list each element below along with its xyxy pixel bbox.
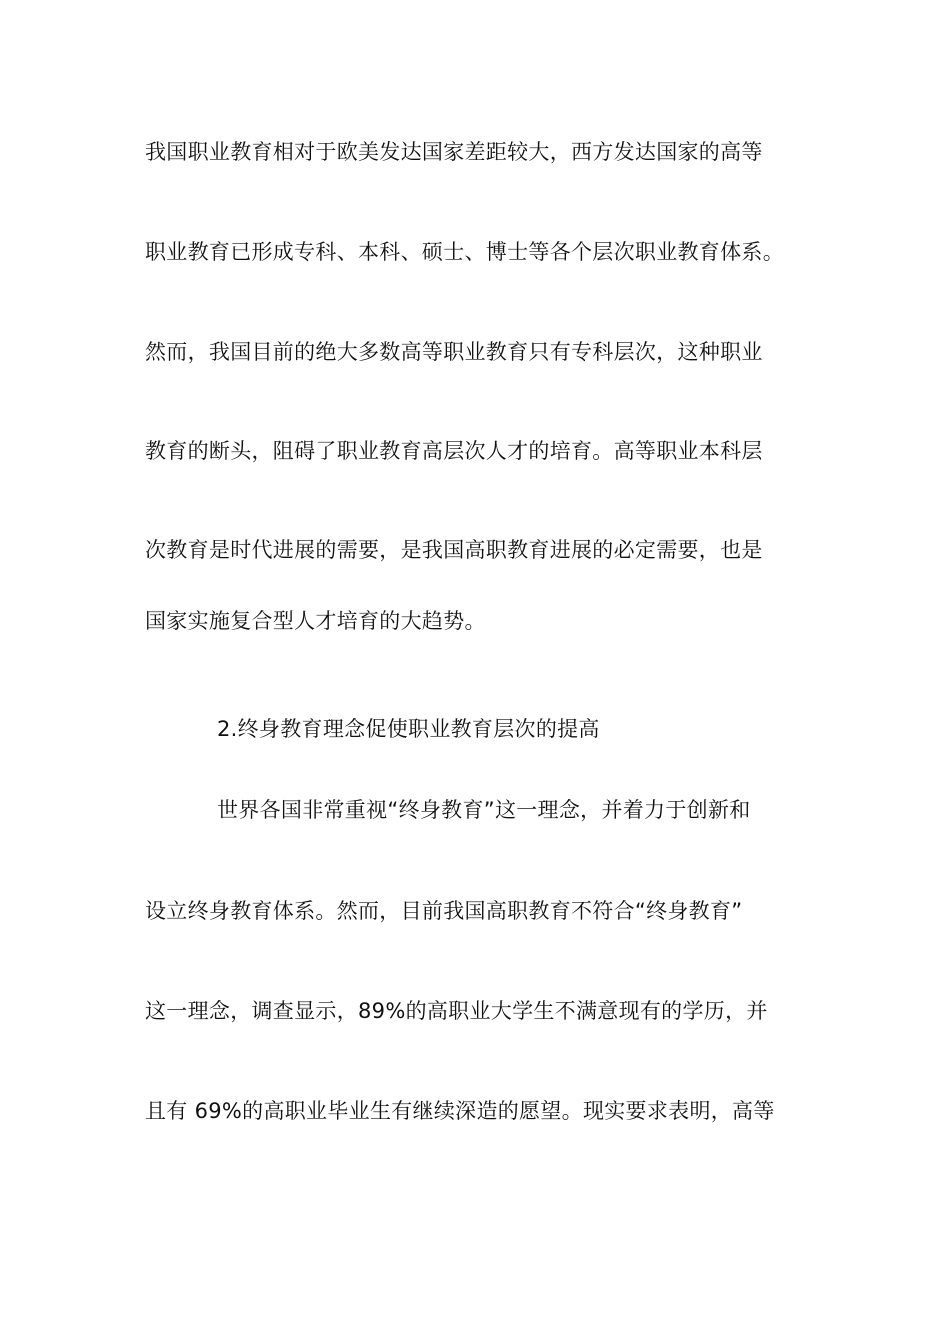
paragraph-line: 世界各国非常重视“终身教育”这一理念，并着力于创新和	[217, 798, 751, 822]
paragraph-line: 职业教育已形成专科、本科、硕士、博士等各个层次职业教育体系。	[145, 240, 784, 264]
paragraph-line: 设立终身教育体系。然而，目前我国高职教育不符合“终身教育”	[145, 899, 743, 923]
paragraph-line: 且有 69%的高职业毕业生有继续深造的愿望。现实要求表明，高等	[145, 1099, 775, 1123]
paragraph-line: 教育的断头，阻碍了职业教育高层次人才的培育。高等职业本科层	[145, 439, 763, 463]
paragraph-line: 然而，我国目前的绝大多数高等职业教育只有专科层次，这种职业	[145, 340, 763, 364]
paragraph-line: 我国职业教育相对于欧美发达国家差距较大，西方发达国家的高等	[145, 140, 763, 164]
paragraph-line: 国家实施复合型人才培育的大趋势。	[145, 609, 486, 633]
section-heading: 2.终身教育理念促使职业教育层次的提高	[217, 717, 600, 741]
paragraph-line: 次教育是时代进展的需要，是我国高职教育进展的必定需要，也是	[145, 538, 763, 562]
paragraph-line: 这一理念，调查显示，89%的高职业大学生不满意现有的学历，并	[145, 999, 768, 1023]
